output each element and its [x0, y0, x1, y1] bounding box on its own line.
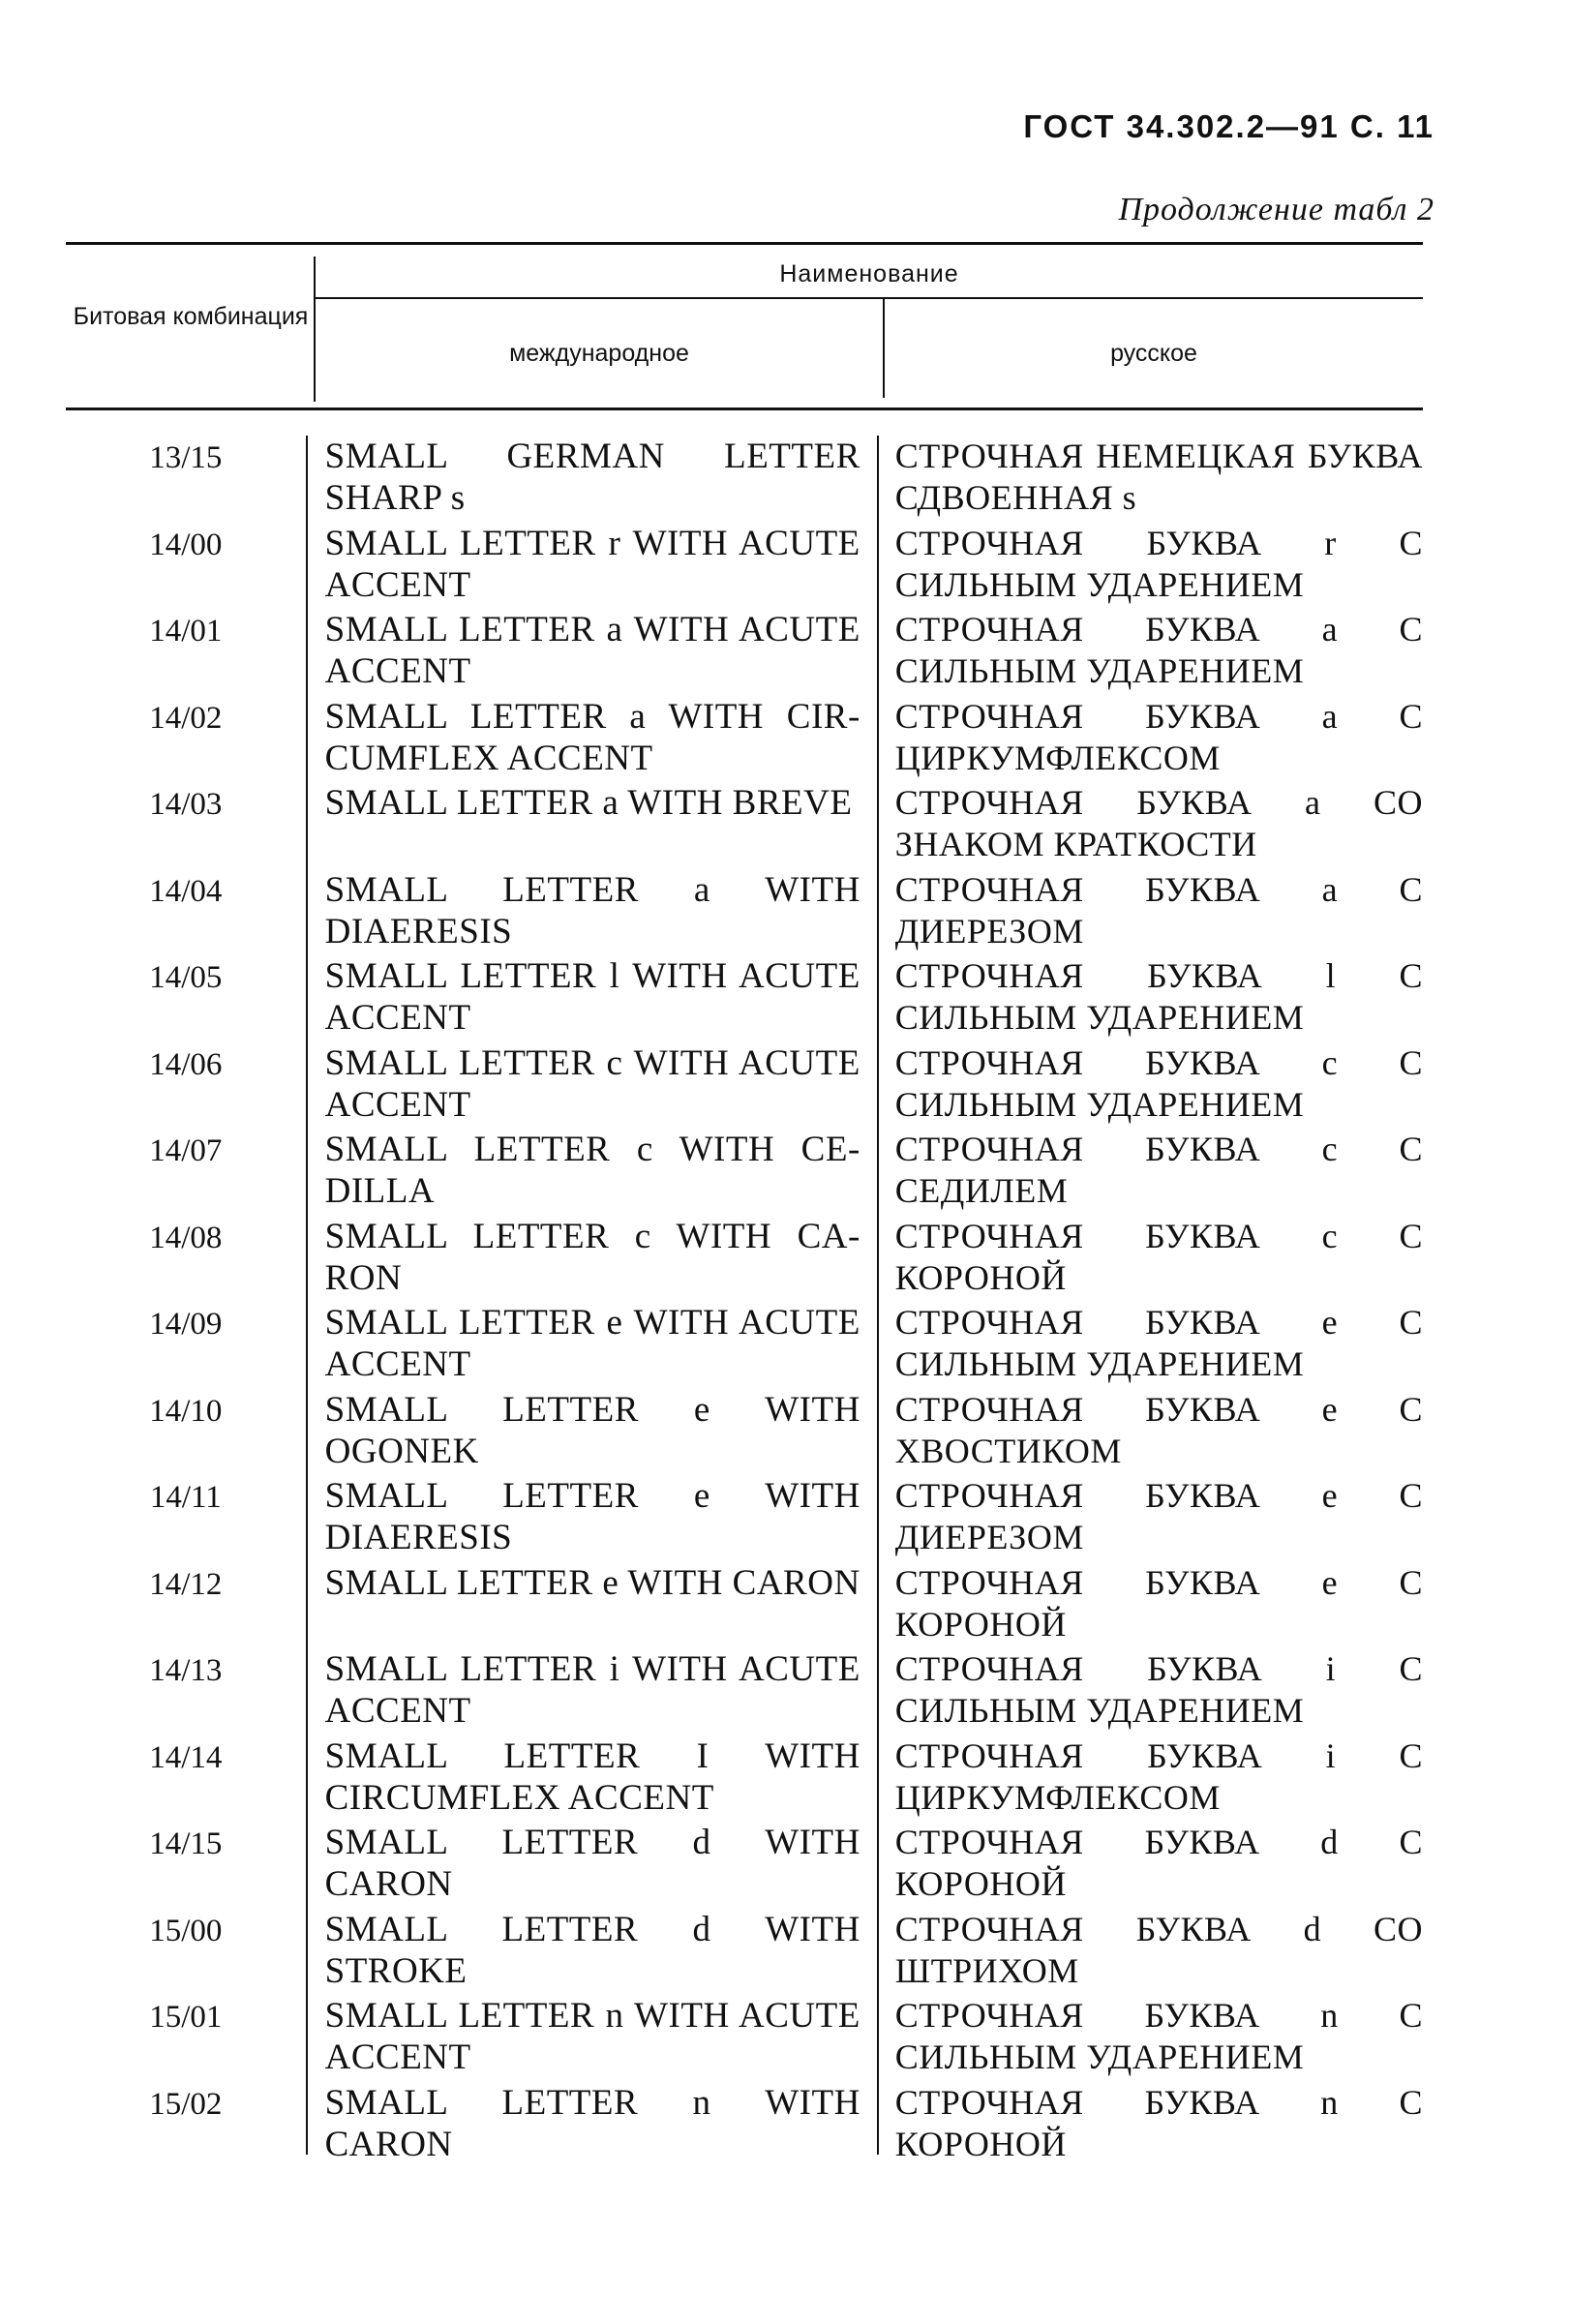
code-table	[66, 242, 1423, 2168]
international-name-cell: SMALL LETTER d WITH CARON	[324, 1823, 860, 1904]
russian-name-cell: СТРОЧНАЯ БУКВА d СО ШТРИХОМ	[894, 1909, 1423, 1990]
russian-name-cell: СТРОЧНАЯ БУКВА a СО ЗНАКОМ КРАТКОСТИ	[894, 783, 1423, 863]
table-row	[66, 1389, 1423, 1476]
table-caption: Продолжение табл 2	[1118, 192, 1434, 227]
russian-name-cell: СТРОЧНАЯ БУКВА i С ЦИРКУМФЛЕКСОМ	[894, 1735, 1423, 1817]
international-name-cell: SMALL LETTER a WITH CIR-CUMFLEX ACCENT	[324, 696, 860, 778]
russian-name-cell: СТРОЧНАЯ БУКВА a С ЦИРКУМФЛЕКСОМ	[894, 696, 1423, 777]
bit-combination-cell: 14/13	[149, 1653, 223, 1688]
table-row	[66, 782, 1423, 869]
russian-name-cell: СТРОЧНАЯ БУКВА i С СИЛЬНЫМ УДАРЕНИЕМ	[894, 1649, 1423, 1730]
bit-combination-cell: 14/09	[149, 1307, 223, 1342]
table-row	[66, 1216, 1423, 1303]
international-name-cell: SMALL LETTER r WITH ACUTE ACCENT	[324, 523, 860, 605]
table-row	[66, 1909, 1423, 1996]
table-row	[66, 696, 1423, 783]
table-body	[66, 410, 1423, 2168]
column-header-bits: Битовая комбинация	[73, 303, 309, 330]
bit-combination-cell: 14/05	[149, 960, 223, 995]
table-row	[66, 436, 1423, 523]
bit-combination-cell: 14/07	[149, 1133, 223, 1168]
bit-combination-cell: 15/01	[149, 2000, 223, 2035]
table-row	[66, 2082, 1423, 2169]
table-row	[66, 1735, 1423, 1823]
table-header	[66, 245, 1423, 410]
header-subrule	[316, 297, 1423, 299]
bit-combination-cell: 14/01	[149, 614, 223, 649]
table-row	[66, 1995, 1423, 2082]
russian-name-cell: СТРОЧНАЯ БУКВА l С СИЛЬНЫМ УДАРЕНИЕМ	[894, 956, 1423, 1037]
page-header: ГОСТ 34.302.2—91 С. 11	[1023, 108, 1434, 144]
table-row	[66, 1129, 1423, 1216]
russian-name-cell: СТРОЧНАЯ БУКВА d С КОРОНОЙ	[894, 1823, 1423, 1903]
international-name-cell: SMALL LETTER e WITH DIAERESIS	[324, 1476, 860, 1557]
international-name-cell: SMALL LETTER c WITH ACUTE ACCENT	[324, 1042, 860, 1125]
international-name-cell: SMALL LETTER e WITH OGONEK	[324, 1389, 860, 1471]
russian-name-cell: СТРОЧНАЯ БУКВА c С СЕДИЛЕМ	[894, 1130, 1423, 1210]
russian-name-cell: СТРОЧНАЯ БУКВА c С СИЛЬНЫМ УДАРЕНИЕМ	[894, 1042, 1423, 1124]
table-row	[66, 609, 1423, 696]
russian-name-cell: СТРОЧНАЯ БУКВА c С КОРОНОЙ	[894, 1216, 1423, 1297]
column-header-name: Наименование	[779, 260, 959, 287]
column-header-rus: русское	[1110, 340, 1197, 367]
russian-name-cell: СТРОЧНАЯ БУКВА n С СИЛЬНЫМ УДАРЕНИЕМ	[894, 1996, 1423, 2076]
bit-combination-cell: 14/11	[149, 1480, 222, 1515]
bit-combination-cell: 14/02	[149, 700, 223, 736]
international-name-cell: SMALL LETTER c WITH CA-RON	[324, 1216, 860, 1298]
international-name-cell: SMALL LETTER i WITH ACUTE ACCENT	[324, 1649, 860, 1731]
international-name-cell: SMALL LETTER c WITH CE-DILLA	[324, 1130, 860, 1211]
bit-combination-cell: 14/14	[149, 1739, 223, 1775]
russian-name-cell: СТРОЧНАЯ БУКВА e С ХВОСТИКОМ	[894, 1389, 1423, 1470]
russian-name-cell: СТРОЧНАЯ НЕМЕЦКАЯ БУКВА СДВОЕННАЯ s	[894, 437, 1423, 517]
table-row	[66, 1475, 1423, 1562]
international-name-cell: SMALL GERMAN LETTER SHARP s	[324, 437, 860, 518]
international-name-cell: SMALL LETTER l WITH ACUTE ACCENT	[324, 956, 860, 1038]
table-row	[66, 1562, 1423, 1649]
international-name-cell: SMALL LETTER a WITH ACUTE ACCENT	[324, 610, 860, 691]
bit-combination-cell: 14/15	[149, 1826, 223, 1861]
bit-combination-cell: 15/00	[149, 1913, 223, 1948]
russian-name-cell: СТРОЧНАЯ БУКВА r С СИЛЬНЫМ УДАРЕНИЕМ	[894, 523, 1423, 604]
bit-combination-cell: 14/06	[149, 1046, 223, 1082]
bit-combination-cell: 13/15	[149, 440, 223, 475]
table-row	[66, 1302, 1423, 1389]
body-divider-left	[306, 436, 308, 2155]
bit-combination-cell: 14/10	[149, 1393, 223, 1429]
international-name-cell: SMALL LETTER I WITH CIRCUMFLEX ACCENT	[324, 1735, 860, 1818]
international-name-cell: SMALL LETTER a WITH BREVE	[324, 783, 853, 823]
international-name-cell: SMALL LETTER n WITH CARON	[324, 2082, 860, 2164]
table-row	[66, 955, 1423, 1042]
international-name-cell: SMALL LETTER a WITH DIAERESIS	[324, 869, 860, 951]
body-divider-right	[877, 436, 879, 2155]
bit-combination-cell: 14/04	[149, 873, 223, 909]
international-name-cell: SMALL LETTER n WITH ACUTE ACCENT	[324, 1996, 860, 2077]
column-header-intl: международное	[509, 340, 689, 367]
russian-name-cell: СТРОЧНАЯ БУКВА e С ДИЕРЕЗОМ	[894, 1476, 1423, 1556]
russian-name-cell: СТРОЧНАЯ БУКВА e С СИЛЬНЫМ УДАРЕНИЕМ	[894, 1303, 1423, 1383]
bit-combination-cell: 15/02	[149, 2086, 223, 2122]
bit-combination-cell: 14/00	[149, 527, 223, 562]
table-row	[66, 869, 1423, 956]
bit-combination-cell: 14/03	[149, 787, 223, 822]
international-name-cell: SMALL LETTER d WITH STROKE	[324, 1909, 860, 1991]
bit-combination-cell: 14/12	[149, 1566, 223, 1602]
table-row	[66, 1648, 1423, 1735]
russian-name-cell: СТРОЧНАЯ БУКВА a С ДИЕРЕЗОМ	[894, 869, 1423, 951]
international-name-cell: SMALL LETTER e WITH ACUTE ACCENT	[324, 1303, 860, 1384]
table-row	[66, 523, 1423, 610]
table-row	[66, 1042, 1423, 1130]
bit-combination-cell: 14/08	[149, 1220, 223, 1255]
international-name-cell: SMALL LETTER e WITH CARON	[324, 1562, 860, 1603]
russian-name-cell: СТРОЧНАЯ БУКВА e С КОРОНОЙ	[894, 1562, 1423, 1644]
russian-name-cell: СТРОЧНАЯ БУКВА a С СИЛЬНЫМ УДАРЕНИЕМ	[894, 610, 1423, 690]
russian-name-cell: СТРОЧНАЯ БУКВА n С КОРОНОЙ	[894, 2082, 1423, 2163]
table-row	[66, 1822, 1423, 1909]
